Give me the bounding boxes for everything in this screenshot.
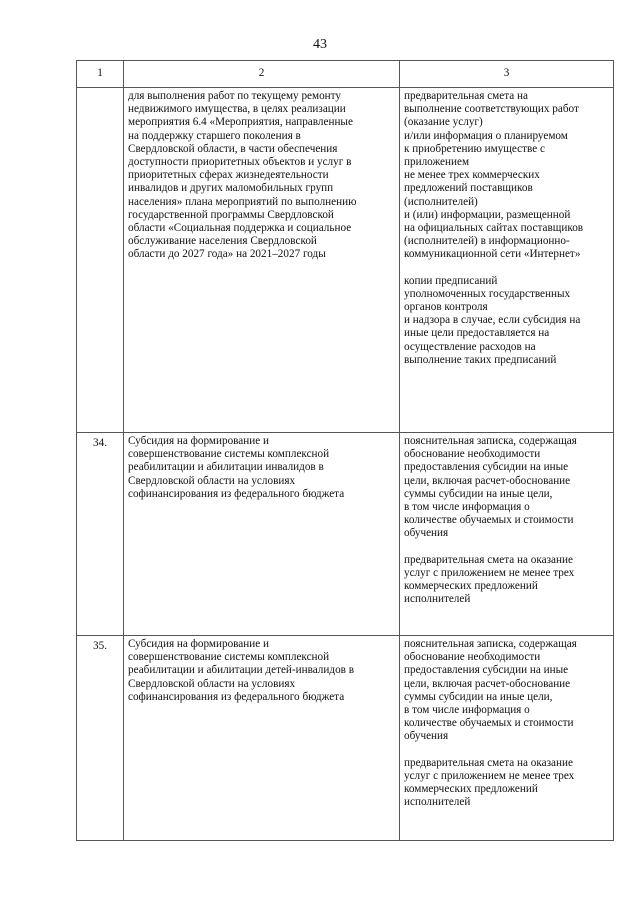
text-line: цели, включая расчет-обоснование (404, 474, 571, 487)
text-line: органов контроля (404, 301, 488, 314)
table-row (77, 636, 614, 841)
text-line: области до 2027 года» на 2021–2027 годы (128, 248, 326, 261)
text-line: софинансирования из федерального бюджета (128, 487, 345, 500)
document-paragraph (404, 90, 609, 262)
table-header-row (77, 61, 614, 88)
text-line: коммуникационной сети «Интернет» (404, 248, 581, 261)
header-cell: 2 (124, 61, 400, 88)
table-row (77, 433, 614, 636)
text-line: не менее трех коммерческих (404, 169, 540, 182)
header-cell: 1 (77, 61, 124, 88)
text-line: приоритетных сферах жизнедеятельности (128, 169, 329, 182)
subsidy-description (124, 636, 400, 841)
text-line: иные цели предоставляется на (404, 327, 550, 340)
text-line: для выполнения работ по текущему ремонту (128, 90, 341, 102)
required-documents (400, 88, 614, 433)
text-line: выполнение соответствующих работ (404, 103, 579, 116)
text-line: инвалидов и других маломобильных групп (128, 182, 334, 195)
text-line: совершенствование системы комплексной (128, 448, 330, 461)
text-line: предоставления субсидии на иные (404, 461, 569, 474)
required-documents (400, 636, 614, 841)
text-line: к приобретению имуществе с (404, 142, 545, 155)
text-line: государственной программы Свердловской (128, 208, 334, 221)
text-line: приложением (404, 156, 470, 169)
text-line: Свердловской области, в части обеспечения (128, 142, 338, 155)
text-line: предоставления субсидии на иные (404, 664, 569, 677)
text-line: копии предписаний (404, 274, 498, 287)
text-line: Субсидия на формирование и (128, 435, 269, 447)
text-line: и (или) информации, размещенной (404, 208, 571, 221)
text-line: пояснительная записка, содержащая (404, 638, 577, 650)
text-line: мероприятия 6.4 «Мероприятия, направленные (128, 116, 353, 129)
text-line: (исполнителей) (404, 195, 478, 208)
text-line: реабилитации и абилитации детей-инвалидов в (128, 664, 355, 677)
required-documents (400, 433, 614, 636)
text-line: на поддержку старшего поколения в (128, 129, 301, 142)
document-table (76, 60, 614, 841)
subsidy-description (124, 433, 400, 636)
text-line: Свердловской области на условиях (128, 677, 296, 690)
text-line: пояснительная записка, содержащая (404, 435, 577, 447)
document-paragraph (404, 435, 609, 541)
text-line: услуг с приложением не менее трех (404, 769, 575, 782)
row-number: 35. (77, 636, 124, 841)
text-line: доступности приоритетных объектов и услуг в (128, 156, 352, 169)
text-line: обслуживание населения Свердловской (128, 235, 317, 248)
text-line: исполнителей (404, 796, 471, 809)
text-line: Свердловской области на условиях (128, 474, 296, 487)
document-paragraph (404, 638, 609, 744)
row-number: 34. (77, 433, 124, 636)
text-line: выполнение таких предписаний (404, 353, 557, 366)
text-line: исполнителей (404, 593, 471, 606)
text-line: обоснование необходимости (404, 448, 541, 461)
text-line: области «Социальная поддержка и социальное (128, 222, 352, 235)
text-line: обучения (404, 527, 449, 540)
document-paragraph (404, 275, 609, 367)
text-line: обоснование необходимости (404, 651, 541, 664)
text-line: цели, включая расчет-обоснование (404, 677, 571, 690)
header-cell: 3 (400, 61, 614, 88)
text-line: (оказание услуг) (404, 116, 483, 129)
text-line: и/или информация о планируемом (404, 129, 568, 142)
text-line: Субсидия на формирование и (128, 638, 269, 650)
text-line: суммы субсидии на иные цели, (404, 487, 553, 500)
table-row (77, 88, 614, 433)
row-number (77, 88, 124, 433)
text-line: услуг с приложением не менее трех (404, 566, 575, 579)
subsidy-description (124, 88, 400, 433)
text-line: уполномоченных государственных (404, 287, 571, 300)
text-line: и надзора в случае, если субсидия на (404, 314, 581, 327)
text-line: суммы субсидии на иные цели, (404, 690, 553, 703)
text-line: осуществление расходов на (404, 340, 536, 353)
text-line: софинансирования из федерального бюджета (128, 690, 345, 703)
text-line: предложений поставщиков (404, 182, 533, 195)
text-line: обучения (404, 730, 449, 743)
text-line: (исполнителей) в информационно- (404, 235, 570, 248)
text-line: предварительная смета на оказание (404, 756, 573, 769)
text-line: коммерческих предложений (404, 580, 538, 593)
text-line: количестве обучаемых и стоимости (404, 717, 574, 730)
text-line: совершенствование системы комплексной (128, 651, 330, 664)
text-line: на официальных сайтах поставщиков (404, 222, 584, 235)
text-line: количестве обучаемых и стоимости (404, 514, 574, 527)
text-line: в том числе информация о (404, 704, 530, 717)
text-line: реабилитации и абилитации инвалидов в (128, 461, 324, 474)
text-line: предварительная смета на оказание (404, 553, 573, 566)
text-line: предварительная смета на (404, 90, 528, 102)
text-line: недвижимого имущества, в целях реализации (128, 103, 346, 116)
page-number: 43 (313, 37, 327, 52)
document-paragraph (404, 554, 609, 607)
text-line: коммерческих предложений (404, 783, 538, 796)
document-paragraph (404, 757, 609, 810)
text-line: населения» плана мероприятий по выполнению (128, 195, 357, 208)
text-line: в том числе информация о (404, 501, 530, 514)
